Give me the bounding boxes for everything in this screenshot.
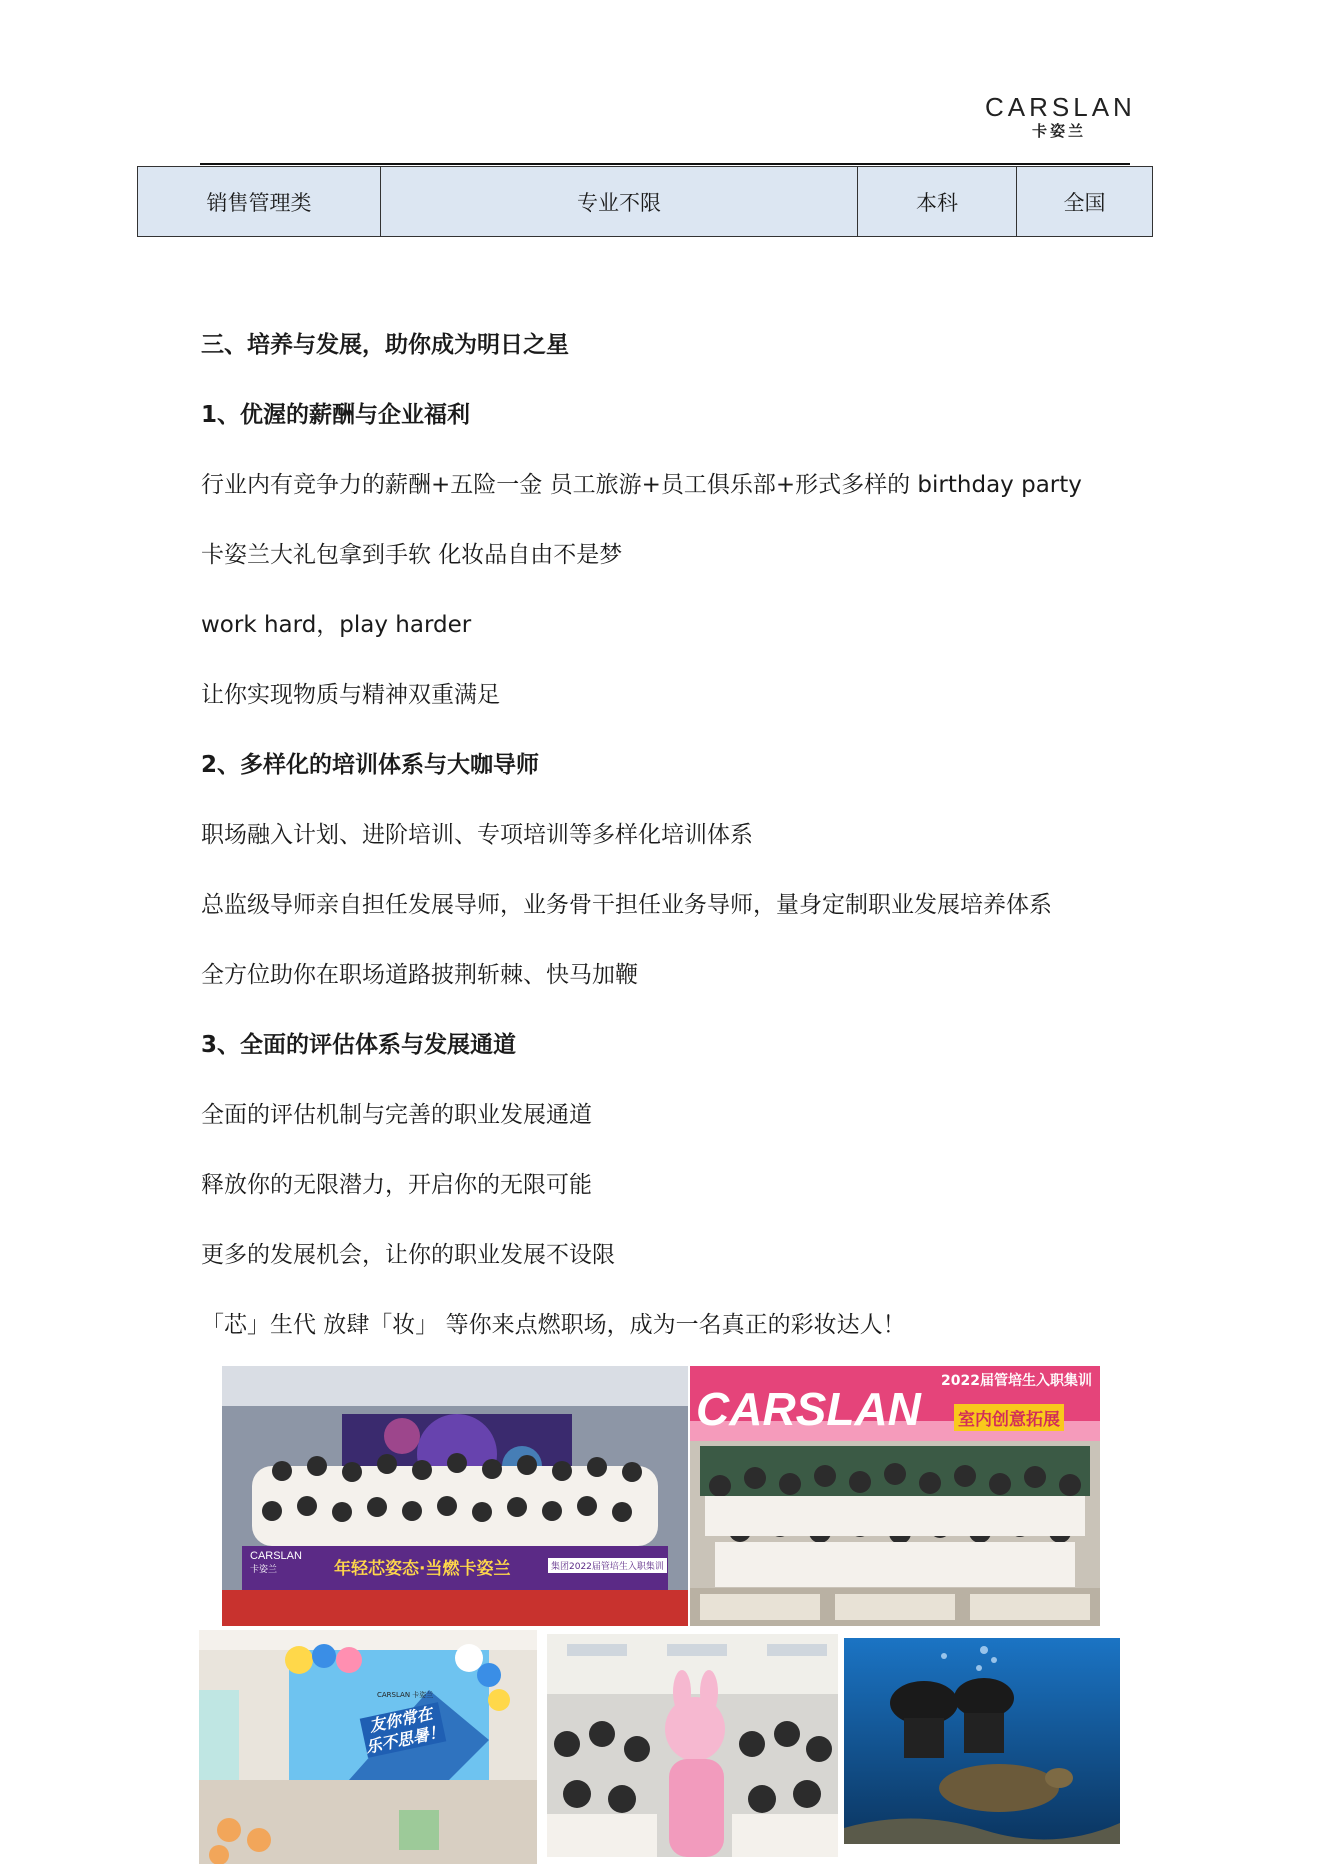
mascot-crowd-photo (547, 1634, 838, 1857)
p2-brand: CARSLAN (696, 1383, 921, 1435)
subsection-heading-3: 3、全面的评估体系与发展通道 (201, 1032, 517, 1058)
job-major-cell: 专业不限 (381, 167, 858, 237)
paragraph-line: 让你实现物质与精神双重满足 (201, 682, 500, 708)
diving-photo (844, 1638, 1120, 1844)
header-rule (200, 163, 1130, 165)
paragraph-line: 全面的评估机制与完善的职业发展通道 (201, 1102, 592, 1128)
development-section (201, 320, 1201, 1370)
paragraph-line: 卡姿兰大礼包拿到手软 化妆品自由不是梦 (201, 542, 623, 568)
party-backdrop-photo (199, 1630, 537, 1864)
section-title: 三、培养与发展，助你成为明日之星 (201, 332, 569, 358)
job-category-cell: 销售管理类 (138, 167, 381, 237)
group-photo-classroom (690, 1366, 1100, 1626)
p2-top-text: 2022届管培生入职集训 (941, 1373, 1092, 1389)
paragraph-line: work hard，play harder (201, 612, 472, 638)
job-location-cell: 全国 (1017, 167, 1153, 237)
p1-tag: 集团2022届管培生入职集训 (548, 1558, 667, 1573)
carslan-logo (985, 92, 1136, 140)
p3-slogan: 友你常在 乐不思暑！ (360, 1702, 447, 1758)
paragraph-line: 行业内有竞争力的薪酬+五险一金 员工旅游+员工俱乐部+形式多样的 birthday party (201, 472, 1082, 498)
p1-slogan: 年轻芯姿态·当燃卡姿兰 (334, 1559, 511, 1579)
paragraph-line: 职场融入计划、进阶培训、专项培训等多样化培训体系 (201, 822, 753, 848)
paragraph-line: 释放你的无限潜力，开启你的无限可能 (201, 1172, 592, 1198)
p2-label: 室内创意拓展 (954, 1404, 1064, 1431)
p3-logo: CARSLAN 卡姿兰 (377, 1691, 434, 1699)
paragraph-line: 更多的发展机会，让你的职业发展不设限 (201, 1242, 615, 1268)
closing-line: 「芯」生代 放肆「妆」 等你来点燃职场，成为一名真正的彩妆达人！ (201, 1312, 906, 1338)
paragraph-line: 全方位助你在职场道路披荆斩棘、快马加鞭 (201, 962, 638, 988)
table-row (138, 167, 1153, 237)
logo-chinese: 卡姿兰 (1031, 122, 1086, 140)
paragraph-line: 总监级导师亲自担任发展导师，业务骨干担任业务导师，量身定制职业发展培养体系 (201, 892, 1052, 918)
subsection-heading-1: 1、优渥的薪酬与企业福利 (201, 402, 471, 428)
subsection-heading-2: 2、多样化的培训体系与大咖导师 (201, 752, 540, 778)
p1-logo: CARSLAN 卡姿兰 (250, 1550, 302, 1574)
job-degree-cell: 本科 (858, 167, 1017, 237)
group-photo-training (222, 1366, 688, 1626)
logo-wordmark: CARSLAN (985, 92, 1136, 122)
job-table (137, 166, 1153, 237)
